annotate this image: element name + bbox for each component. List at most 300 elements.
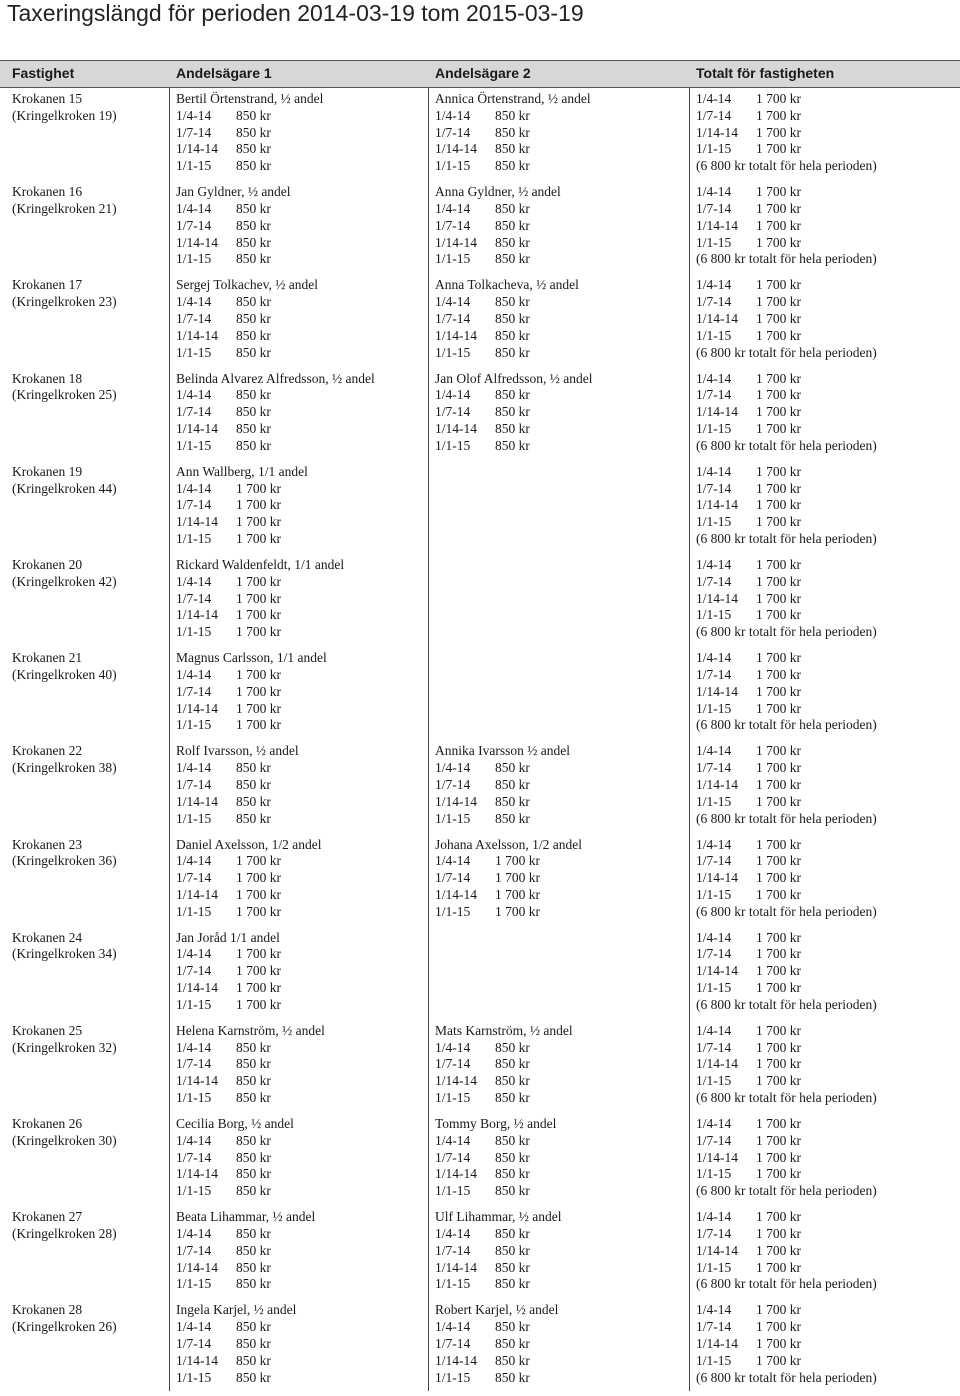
total-amount: 1 700 kr [756, 1039, 801, 1055]
payment-amount: 1 700 kr [236, 683, 281, 699]
payment-amount: 850 kr [236, 1242, 271, 1258]
payment-date: 1/1-15 [176, 1276, 212, 1292]
total-line [696, 91, 958, 108]
total-date: 1/14-14 [696, 870, 738, 886]
property-address: (Kringelkroken 44) [12, 480, 117, 496]
payment-amount: 1 700 kr [236, 530, 281, 546]
total-date: 1/7-14 [696, 946, 732, 962]
property-address: (Kringelkroken 26) [12, 1319, 117, 1335]
total-amount: 1 700 kr [756, 277, 801, 293]
payment-date: 1/14-14 [176, 607, 218, 623]
page-title: Taxeringslängd för perioden 2014-03-19 tom 2015-03-19 [7, 0, 584, 26]
total-date: 1/14-14 [696, 404, 738, 420]
owner-name: Daniel Axelsson, 1/2 andel [176, 836, 322, 852]
payment-line [176, 235, 431, 252]
total-date: 1/4-14 [696, 1022, 732, 1038]
total-amount: 1 700 kr [756, 870, 801, 886]
total-period-sum: (6 800 kr totalt för hela perioden) [696, 251, 877, 267]
total-amount: 1 700 kr [756, 1242, 801, 1258]
total-amount: 1 700 kr [756, 1352, 801, 1368]
payment-amount: 850 kr [495, 234, 530, 250]
total-line [696, 141, 958, 158]
payment-line [435, 438, 690, 455]
total-line [696, 1336, 958, 1353]
property-address: (Kringelkroken 34) [12, 946, 117, 962]
total-cell [696, 1023, 958, 1107]
payment-date: 1/1-15 [176, 1090, 212, 1106]
owner-name: Ingela Karjel, ½ andel [176, 1302, 297, 1318]
property-name: Krokanen 21 [12, 650, 83, 666]
property-cell [12, 1023, 172, 1057]
payment-amount: 850 kr [495, 1226, 530, 1242]
payment-date: 1/14-14 [176, 327, 218, 343]
total-date: 1/1-15 [696, 1352, 732, 1368]
payment-line [176, 887, 431, 904]
total-date: 1/7-14 [696, 294, 732, 310]
total-line [696, 684, 958, 701]
total-line [696, 328, 958, 345]
payment-date: 1/14-14 [176, 1352, 218, 1368]
payment-line [176, 777, 431, 794]
payment-date: 1/7-14 [435, 1056, 471, 1072]
property-name: Krokanen 25 [12, 1022, 83, 1038]
total-date: 1/7-14 [696, 107, 732, 123]
payment-amount: 850 kr [495, 760, 530, 776]
owner-name: Rickard Waldenfeldt, 1/1 andel [176, 556, 345, 572]
payment-date: 1/4-14 [176, 1319, 212, 1335]
payment-line [176, 997, 431, 1014]
total-amount: 1 700 kr [756, 760, 801, 776]
total-period-sum: (6 800 kr totalt för hela perioden) [696, 158, 877, 174]
payment-date: 1/4-14 [435, 853, 471, 869]
payment-line [435, 1370, 690, 1387]
total-date: 1/1-15 [696, 420, 732, 436]
payment-date: 1/4-14 [176, 107, 212, 123]
total-cell [696, 1116, 958, 1200]
owner-1-cell [176, 1023, 431, 1107]
property-name: Krokanen 28 [12, 1302, 83, 1318]
header-andelsagare-1: Andelsägare 1 [176, 65, 272, 81]
table-row [0, 1023, 960, 1116]
total-amount: 1 700 kr [756, 980, 801, 996]
payment-line [176, 1319, 431, 1336]
payment-amount: 1 700 kr [236, 980, 281, 996]
total-line [696, 1150, 958, 1167]
total-date: 1/1-15 [696, 327, 732, 343]
payment-date: 1/4-14 [176, 853, 212, 869]
total-amount: 1 700 kr [756, 1336, 801, 1352]
property-name: Krokanen 17 [12, 277, 83, 293]
property-name: Krokanen 27 [12, 1209, 83, 1225]
payment-amount: 1 700 kr [236, 717, 281, 733]
total-period-sum: (6 800 kr totalt för hela perioden) [696, 624, 877, 640]
payment-line [176, 946, 431, 963]
total-date: 1/7-14 [696, 1132, 732, 1148]
owner-name: Annika Ivarsson ½ andel [435, 743, 570, 759]
property-cell [12, 930, 172, 964]
payment-amount: 850 kr [495, 1132, 530, 1148]
payment-date: 1/14-14 [176, 420, 218, 436]
payment-date: 1/1-15 [176, 530, 212, 546]
property-cell [12, 557, 172, 591]
total-amount: 1 700 kr [756, 700, 801, 716]
payment-date: 1/7-14 [176, 217, 212, 233]
payment-line [176, 481, 431, 498]
table-row [0, 277, 960, 370]
payment-amount: 1 700 kr [236, 886, 281, 902]
total-date: 1/4-14 [696, 277, 732, 293]
total-line [696, 963, 958, 980]
property-cell [12, 371, 172, 405]
owner-1-cell [176, 371, 431, 455]
owner-name: Anna Gyldner, ½ andel [435, 184, 561, 200]
payment-amount: 1 700 kr [236, 666, 281, 682]
payment-line [176, 591, 431, 608]
owner-name: Robert Karjel, ½ andel [435, 1302, 559, 1318]
owner-1-cell [176, 1116, 431, 1200]
payment-line [435, 811, 690, 828]
payment-amount: 850 kr [236, 776, 271, 792]
payment-amount: 850 kr [495, 1352, 530, 1368]
total-date: 1/14-14 [696, 310, 738, 326]
taxation-table-body [0, 91, 960, 1396]
payment-date: 1/7-14 [176, 497, 212, 513]
total-amount: 1 700 kr [756, 91, 801, 106]
payment-line [435, 1319, 690, 1336]
payment-amount: 850 kr [236, 294, 271, 310]
total-amount: 1 700 kr [756, 776, 801, 792]
payment-line [435, 328, 690, 345]
payment-line [435, 1183, 690, 1200]
total-line [696, 574, 958, 591]
payment-amount: 850 kr [236, 1319, 271, 1335]
owner-name: Ulf Lihammar, ½ andel [435, 1209, 562, 1225]
total-line [696, 667, 958, 684]
total-line [696, 591, 958, 608]
total-line [696, 1260, 958, 1277]
total-amount: 1 700 kr [756, 573, 801, 589]
total-period-sum: (6 800 kr totalt för hela perioden) [696, 1090, 877, 1106]
total-cell [696, 184, 958, 268]
payment-line [435, 1243, 690, 1260]
payment-amount: 1 700 kr [236, 624, 281, 640]
payment-amount: 850 kr [236, 1352, 271, 1368]
payment-date: 1/4-14 [176, 387, 212, 403]
payment-amount: 850 kr [236, 141, 271, 157]
payment-amount: 850 kr [236, 124, 271, 140]
payment-line [176, 328, 431, 345]
payment-date: 1/7-14 [176, 1336, 212, 1352]
payment-amount: 850 kr [236, 810, 271, 826]
property-name: Krokanen 15 [12, 91, 83, 106]
total-line [696, 421, 958, 438]
owner-2-cell [435, 1023, 690, 1107]
total-date: 1/1-15 [696, 1073, 732, 1089]
total-line [696, 1166, 958, 1183]
owner-1-cell [176, 1302, 431, 1386]
total-amount: 1 700 kr [756, 1226, 801, 1242]
payment-date: 1/4-14 [435, 294, 471, 310]
payment-date: 1/14-14 [176, 1259, 218, 1275]
total-date: 1/7-14 [696, 200, 732, 216]
payment-date: 1/7-14 [435, 1336, 471, 1352]
owner-2-cell [435, 371, 690, 455]
total-cell [696, 91, 958, 175]
payment-date: 1/7-14 [176, 310, 212, 326]
total-date: 1/4-14 [696, 836, 732, 852]
property-name: Krokanen 26 [12, 1116, 83, 1132]
total-date: 1/4-14 [696, 184, 732, 200]
total-line [696, 404, 958, 421]
property-address: (Kringelkroken 36) [12, 853, 117, 869]
payment-date: 1/1-15 [435, 1090, 471, 1106]
payment-line [435, 1150, 690, 1167]
payment-amount: 1 700 kr [495, 903, 540, 919]
payment-line [435, 251, 690, 268]
total-date: 1/7-14 [696, 573, 732, 589]
total-amount: 1 700 kr [756, 650, 801, 666]
payment-amount: 850 kr [495, 141, 530, 157]
total-amount: 1 700 kr [756, 1022, 801, 1038]
payment-amount: 850 kr [495, 1056, 530, 1072]
payment-line [176, 904, 431, 921]
total-date: 1/7-14 [696, 1226, 732, 1242]
payment-amount: 1 700 kr [236, 870, 281, 886]
total-cell [696, 837, 958, 921]
payment-amount: 850 kr [495, 327, 530, 343]
total-amount: 1 700 kr [756, 1302, 801, 1318]
total-date: 1/4-14 [696, 91, 732, 106]
payment-line [176, 870, 431, 887]
table-row [0, 557, 960, 650]
total-amount: 1 700 kr [756, 683, 801, 699]
total-line [696, 1116, 958, 1133]
total-line [696, 887, 958, 904]
total-date: 1/14-14 [696, 683, 738, 699]
payment-amount: 850 kr [495, 1090, 530, 1106]
total-cell [696, 371, 958, 455]
total-line [696, 607, 958, 624]
payment-date: 1/4-14 [176, 573, 212, 589]
total-amount: 1 700 kr [756, 1056, 801, 1072]
payment-date: 1/1-15 [435, 251, 471, 267]
total-amount: 1 700 kr [756, 107, 801, 123]
payment-date: 1/7-14 [176, 776, 212, 792]
payment-amount: 850 kr [236, 404, 271, 420]
total-date: 1/1-15 [696, 980, 732, 996]
owner-2-cell [435, 837, 690, 921]
payment-date: 1/4-14 [176, 666, 212, 682]
total-amount: 1 700 kr [756, 590, 801, 606]
payment-date: 1/14-14 [435, 793, 477, 809]
total-line [696, 201, 958, 218]
owner-name: Tommy Borg, ½ andel [435, 1116, 557, 1132]
total-line [696, 946, 958, 963]
total-line [696, 108, 958, 125]
payment-line [435, 387, 690, 404]
property-cell [12, 1116, 172, 1150]
total-date: 1/14-14 [696, 497, 738, 513]
payment-amount: 1 700 kr [236, 853, 281, 869]
owner-1-cell [176, 837, 431, 921]
total-date: 1/7-14 [696, 666, 732, 682]
payment-date: 1/1-15 [176, 717, 212, 733]
payment-date: 1/1-15 [435, 810, 471, 826]
total-date: 1/1-15 [696, 793, 732, 809]
property-name: Krokanen 24 [12, 929, 83, 945]
total-line [696, 371, 958, 388]
payment-line [435, 794, 690, 811]
payment-date: 1/7-14 [435, 124, 471, 140]
owner-2-cell [435, 1302, 690, 1386]
payment-line [176, 1040, 431, 1057]
total-period-sum: (6 800 kr totalt för hela perioden) [696, 810, 877, 826]
payment-amount: 850 kr [495, 1319, 530, 1335]
payment-date: 1/14-14 [435, 141, 477, 157]
payment-amount: 850 kr [495, 1073, 530, 1089]
payment-line [176, 387, 431, 404]
payment-line [176, 811, 431, 828]
total-line [696, 794, 958, 811]
total-line [696, 387, 958, 404]
total-line [696, 1226, 958, 1243]
owner-name: Magnus Carlsson, 1/1 andel [176, 650, 327, 666]
payment-date: 1/4-14 [435, 200, 471, 216]
payment-line [176, 607, 431, 624]
payment-line [435, 777, 690, 794]
total-amount: 1 700 kr [756, 743, 801, 759]
payment-amount: 850 kr [495, 776, 530, 792]
payment-line [435, 294, 690, 311]
payment-line [176, 1276, 431, 1293]
total-amount: 1 700 kr [756, 929, 801, 945]
payment-line [435, 404, 690, 421]
payment-amount: 850 kr [236, 1183, 271, 1199]
payment-line [176, 1260, 431, 1277]
property-name: Krokanen 20 [12, 556, 83, 572]
payment-amount: 1 700 kr [495, 886, 540, 902]
payment-line [176, 963, 431, 980]
payment-line [435, 1226, 690, 1243]
total-line [696, 1040, 958, 1057]
payment-line [176, 1226, 431, 1243]
total-date: 1/14-14 [696, 1242, 738, 1258]
property-address: (Kringelkroken 40) [12, 666, 117, 682]
header-andelsagare-2: Andelsägare 2 [435, 65, 531, 81]
property-address: (Kringelkroken 23) [12, 294, 117, 310]
payment-date: 1/1-15 [435, 903, 471, 919]
payment-amount: 850 kr [495, 124, 530, 140]
owner-name: Annica Örtenstrand, ½ andel [435, 91, 591, 106]
total-amount: 1 700 kr [756, 607, 801, 623]
property-address: (Kringelkroken 30) [12, 1132, 117, 1148]
payment-amount: 850 kr [495, 1276, 530, 1292]
payment-amount: 850 kr [236, 1336, 271, 1352]
payment-amount: 850 kr [236, 387, 271, 403]
total-cell [696, 557, 958, 641]
payment-amount: 850 kr [236, 420, 271, 436]
table-header [0, 60, 960, 88]
payment-line [176, 1090, 431, 1107]
payment-amount: 850 kr [495, 1183, 530, 1199]
total-period-sum: (6 800 kr totalt för hela perioden) [696, 717, 877, 733]
payment-line [435, 1276, 690, 1293]
owner-2-cell [435, 184, 690, 268]
table-row [0, 91, 960, 184]
total-line [696, 853, 958, 870]
payment-line [176, 531, 431, 548]
payment-date: 1/4-14 [435, 387, 471, 403]
payment-amount: 850 kr [495, 420, 530, 436]
payment-line [176, 717, 431, 734]
payment-date: 1/1-15 [435, 1183, 471, 1199]
payment-line [435, 870, 690, 887]
total-amount: 1 700 kr [756, 1259, 801, 1275]
total-date: 1/4-14 [696, 556, 732, 572]
total-period-sum: (6 800 kr totalt för hela perioden) [696, 996, 877, 1012]
payment-amount: 850 kr [495, 158, 530, 174]
payment-line [176, 574, 431, 591]
property-cell [12, 464, 172, 498]
payment-amount: 850 kr [495, 793, 530, 809]
payment-line [176, 684, 431, 701]
payment-date: 1/14-14 [435, 1259, 477, 1275]
total-amount: 1 700 kr [756, 327, 801, 343]
table-row [0, 1116, 960, 1209]
payment-date: 1/4-14 [435, 1039, 471, 1055]
payment-date: 1/14-14 [176, 886, 218, 902]
total-amount: 1 700 kr [756, 1073, 801, 1089]
total-date: 1/14-14 [696, 1336, 738, 1352]
owner-name: Bertil Örtenstrand, ½ andel [176, 91, 324, 106]
owner-1-cell [176, 464, 431, 548]
payment-amount: 850 kr [236, 158, 271, 174]
total-line [696, 1302, 958, 1319]
total-date: 1/7-14 [696, 1319, 732, 1335]
owner-1-cell [176, 650, 431, 734]
total-amount: 1 700 kr [756, 217, 801, 233]
payment-date: 1/1-15 [176, 1369, 212, 1385]
payment-line [176, 760, 431, 777]
payment-amount: 850 kr [495, 437, 530, 453]
payment-line [435, 311, 690, 328]
total-cell [696, 743, 958, 827]
payment-date: 1/1-15 [176, 810, 212, 826]
payment-amount: 1 700 kr [236, 996, 281, 1012]
payment-line [176, 497, 431, 514]
property-cell [12, 650, 172, 684]
total-date: 1/7-14 [696, 1039, 732, 1055]
owner-1-cell [176, 1209, 431, 1293]
total-date: 1/1-15 [696, 1259, 732, 1275]
property-cell [12, 1209, 172, 1243]
property-cell [12, 91, 172, 125]
payment-line [435, 760, 690, 777]
total-date: 1/1-15 [696, 514, 732, 530]
total-date: 1/7-14 [696, 760, 732, 776]
total-amount: 1 700 kr [756, 124, 801, 140]
payment-line [176, 294, 431, 311]
payment-amount: 850 kr [236, 1369, 271, 1385]
payment-amount: 850 kr [236, 437, 271, 453]
payment-line [435, 141, 690, 158]
total-period-sum: (6 800 kr totalt för hela perioden) [696, 530, 877, 546]
total-date: 1/14-14 [696, 217, 738, 233]
payment-date: 1/7-14 [435, 870, 471, 886]
payment-amount: 1 700 kr [236, 607, 281, 623]
total-line [696, 557, 958, 574]
total-date: 1/1-15 [696, 234, 732, 250]
